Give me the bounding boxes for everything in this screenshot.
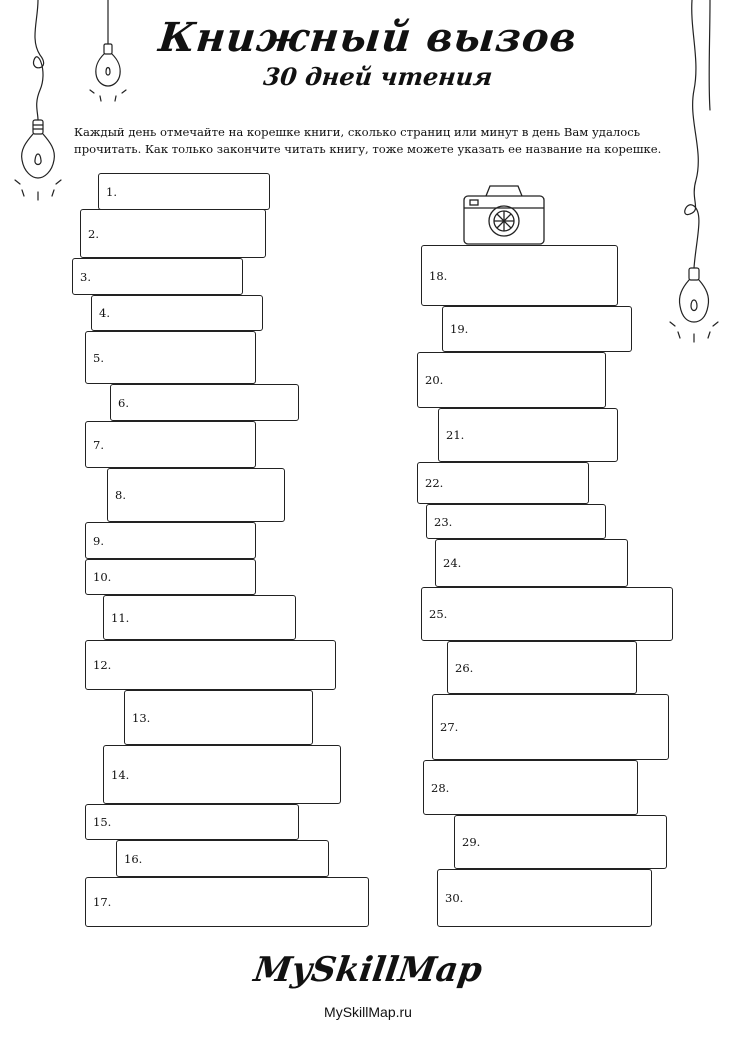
book-spine-7[interactable]: 7. xyxy=(85,421,256,468)
book-spine-20[interactable]: 20. xyxy=(417,352,606,408)
book-spine-29[interactable]: 29. xyxy=(454,815,667,869)
instructions-text: Каждый день отмечайте на корешке книги, сколько страниц или минут в день Вам удалось прочитать. Как только закончите читать книгу, тоже можете указать ее название на корешке. xyxy=(74,125,662,156)
book-spine-8[interactable]: 8. xyxy=(107,468,285,522)
book-spine-23[interactable]: 23. xyxy=(426,504,606,539)
book-spine-25[interactable]: 25. xyxy=(421,587,673,641)
book-spine-19[interactable]: 19. xyxy=(442,306,632,352)
book-spine-13[interactable]: 13. xyxy=(124,690,313,745)
book-spine-15[interactable]: 15. xyxy=(85,804,299,840)
book-spine-4[interactable]: 4. xyxy=(91,295,263,331)
book-spine-30[interactable]: 30. xyxy=(437,869,652,927)
book-spine-28[interactable]: 28. xyxy=(423,760,638,815)
book-spine-14[interactable]: 14. xyxy=(103,745,341,804)
book-spine-18[interactable]: 18. xyxy=(421,245,618,306)
book-spine-26[interactable]: 26. xyxy=(447,641,637,694)
site-url[interactable]: MySkillMap.ru xyxy=(324,1004,412,1020)
page-title: Книжный вызов xyxy=(156,14,580,61)
book-spine-1[interactable]: 1. xyxy=(98,173,270,210)
book-spine-10[interactable]: 10. xyxy=(85,559,256,595)
book-spine-21[interactable]: 21. xyxy=(438,408,618,462)
book-spine-6[interactable]: 6. xyxy=(110,384,299,421)
book-spine-12[interactable]: 12. xyxy=(85,640,336,690)
book-spine-27[interactable]: 27. xyxy=(432,694,669,760)
camera-icon xyxy=(462,184,546,246)
book-spine-5[interactable]: 5. xyxy=(85,331,256,384)
book-spine-9[interactable]: 9. xyxy=(85,522,256,559)
book-spine-3[interactable]: 3. xyxy=(72,258,243,295)
book-spine-22[interactable]: 22. xyxy=(417,462,589,504)
book-spine-24[interactable]: 24. xyxy=(435,539,628,587)
page-subtitle: 30 дней чтения xyxy=(262,62,494,91)
book-spine-11[interactable]: 11. xyxy=(103,595,296,640)
brand-logo: MySkillMap xyxy=(251,950,485,990)
book-spine-16[interactable]: 16. xyxy=(116,840,329,877)
book-spine-17[interactable]: 17. xyxy=(85,877,369,927)
book-spine-2[interactable]: 2. xyxy=(80,209,266,258)
